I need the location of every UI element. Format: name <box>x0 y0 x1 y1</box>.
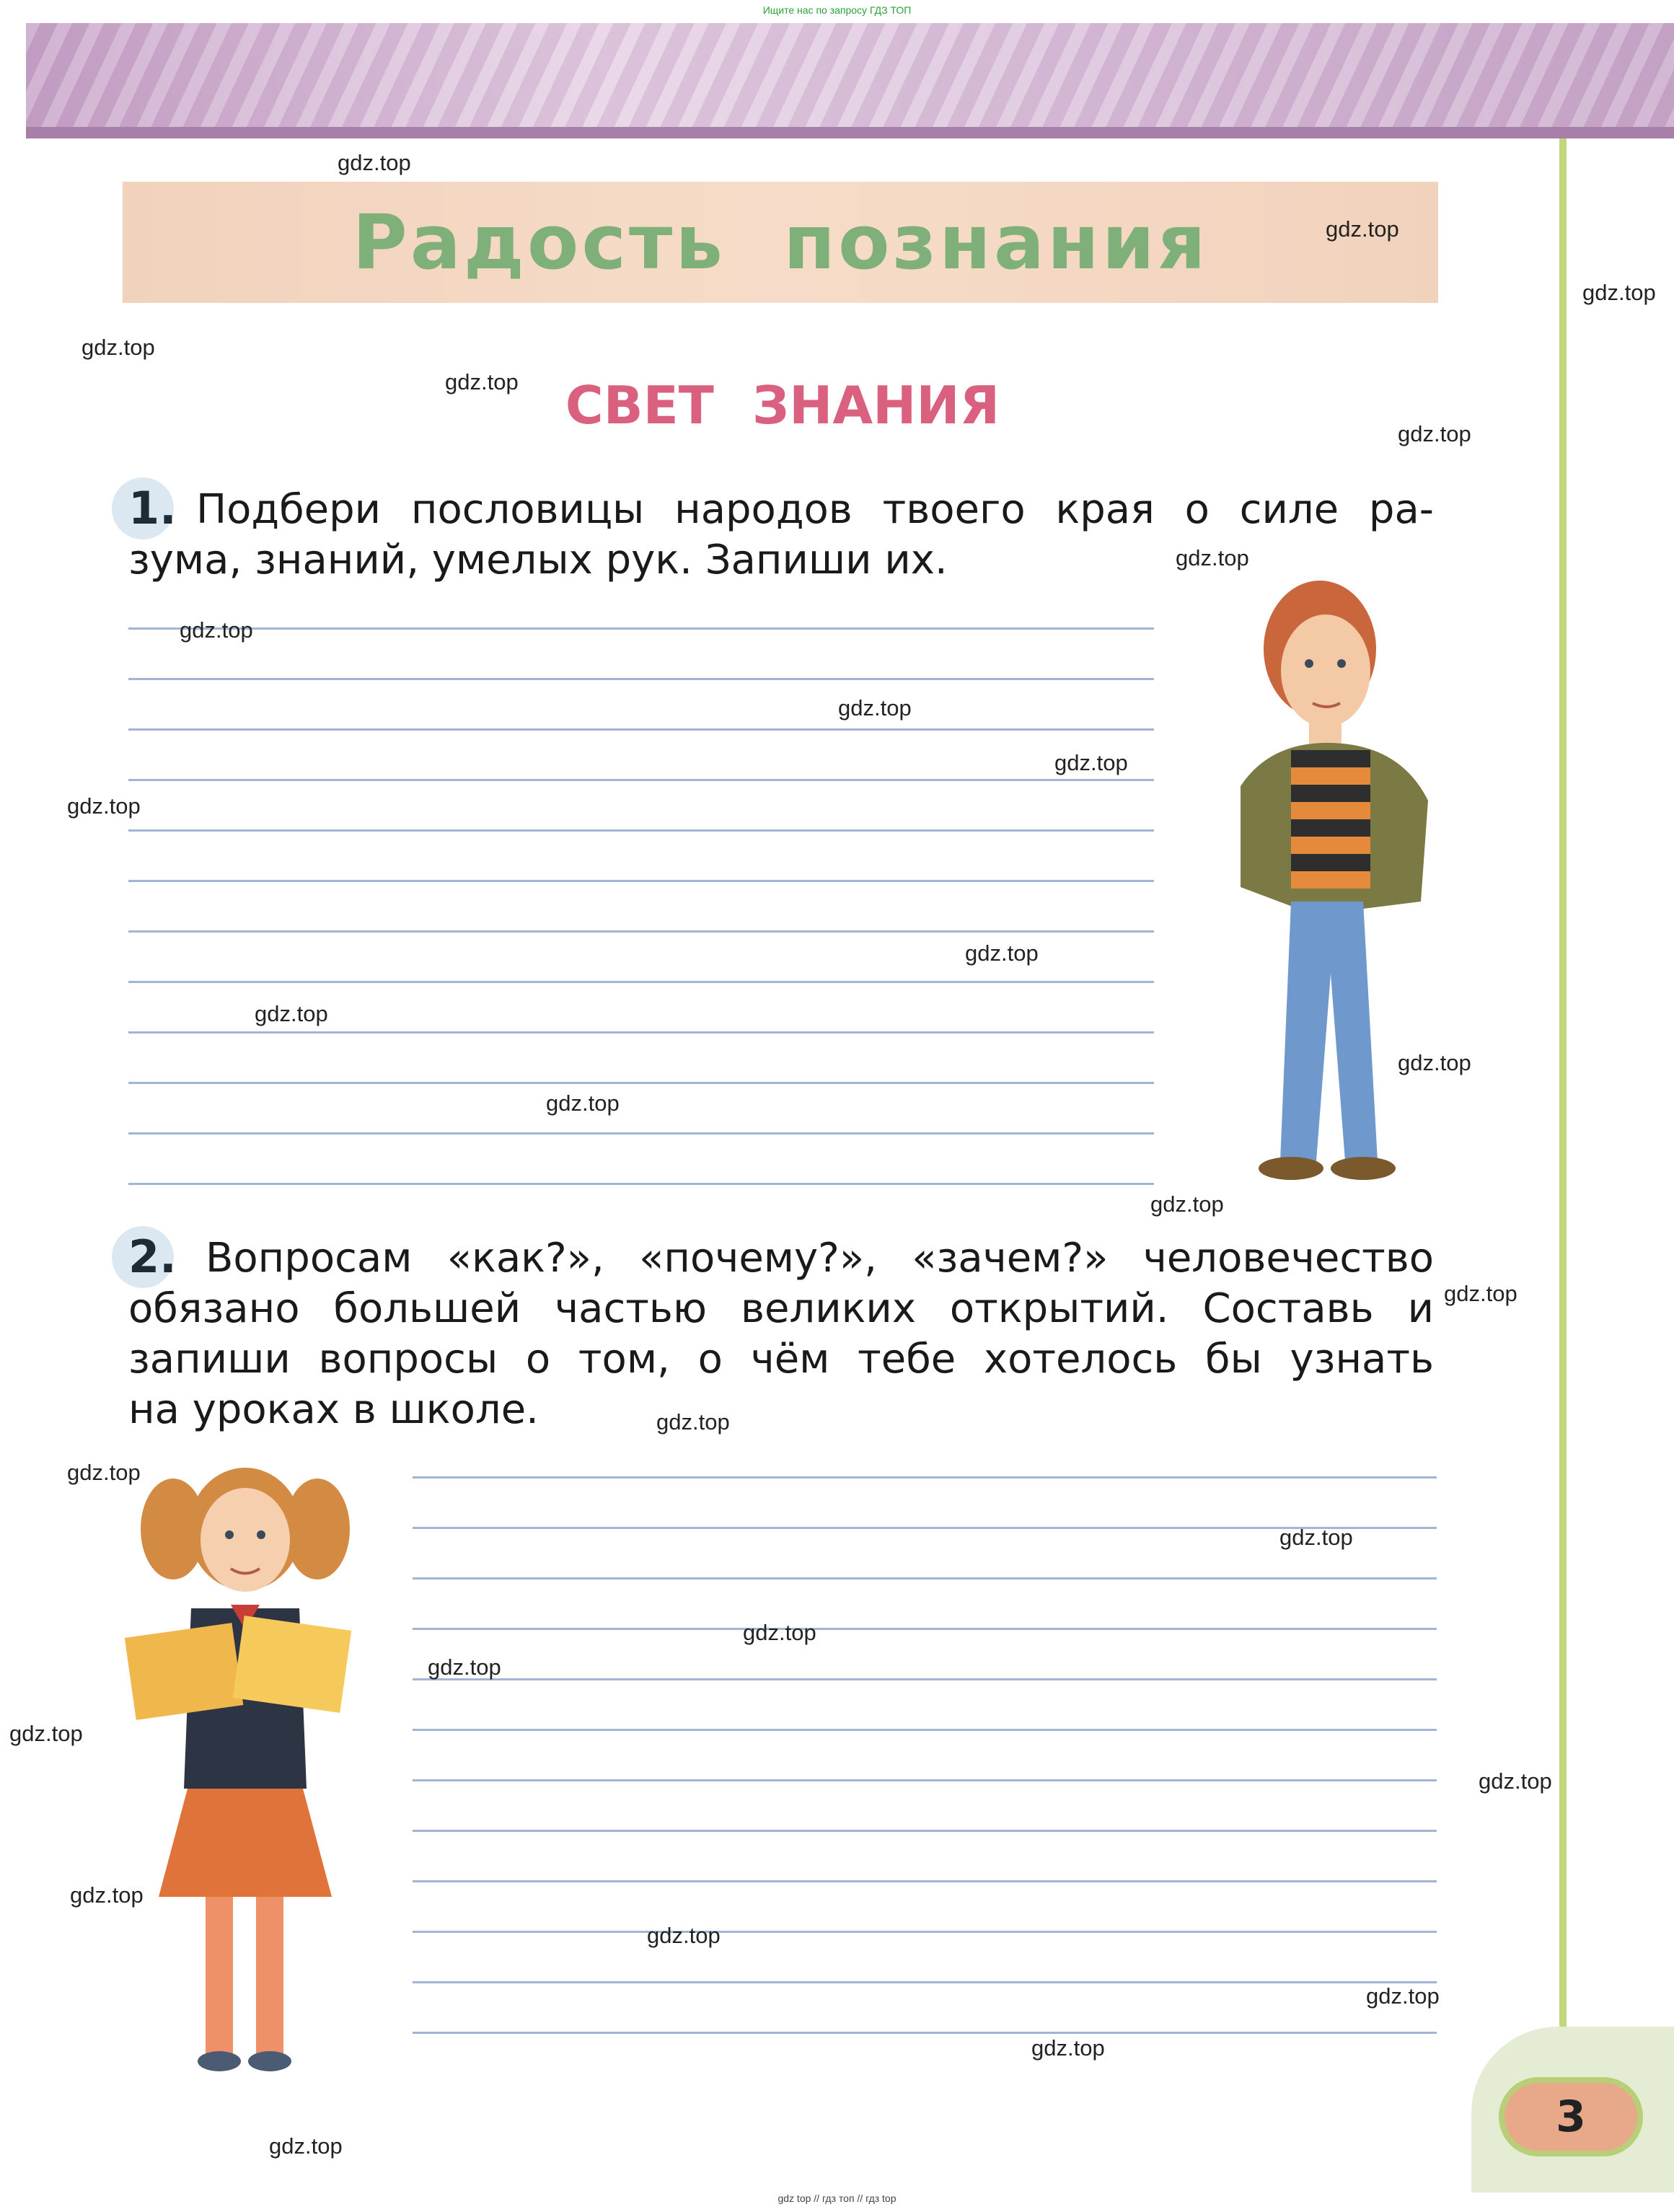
watermark: gdz.top <box>1582 280 1656 305</box>
watermark: gdz.top <box>656 1409 730 1435</box>
answer-line[interactable] <box>128 627 1154 630</box>
task2-line-3: запиши вопросы о том, о чём тебе хотелось бы узнать <box>128 1336 1434 1383</box>
watermark: gdz.top <box>445 369 519 395</box>
answer-line[interactable] <box>413 1628 1437 1630</box>
answer-line[interactable] <box>128 1082 1154 1084</box>
watermark: gdz.top <box>1366 1983 1440 2009</box>
answer-line[interactable] <box>413 1577 1437 1579</box>
watermark: gdz.top <box>1279 1525 1353 1550</box>
watermark: gdz.top <box>67 793 141 819</box>
watermark: gdz.top <box>965 940 1039 966</box>
watermark: gdz.top <box>9 1721 83 1746</box>
answer-line[interactable] <box>413 1729 1437 1731</box>
watermark: gdz.top <box>70 1882 144 1908</box>
task2-line-2: обязано большей частью великих открытий. Составь и <box>128 1285 1434 1332</box>
section-subtitle: СВЕТ ЗНАНИЯ <box>565 375 1000 436</box>
task2-number: 2. <box>128 1230 177 1283</box>
page-number: 3 <box>1499 2077 1643 2156</box>
answer-line[interactable] <box>128 880 1154 882</box>
answer-line[interactable] <box>413 1981 1437 1983</box>
answer-line[interactable] <box>413 1830 1437 1832</box>
task1-line-1: Подбери пословицы народов твоего края о силе ра- <box>196 486 1434 533</box>
watermark: gdz.top <box>1150 1191 1224 1217</box>
answer-line[interactable] <box>413 1880 1437 1882</box>
answer-line[interactable] <box>128 779 1154 781</box>
watermark: gdz.top <box>180 617 253 643</box>
task1-number: 1. <box>128 482 177 534</box>
watermark: gdz.top <box>338 150 411 175</box>
bottom-note: gdz top // гдз топ // гдз top <box>777 2193 897 2204</box>
answer-line[interactable] <box>413 2032 1437 2034</box>
answer-line[interactable] <box>128 1183 1154 1185</box>
watermark: gdz.top <box>67 1460 141 1485</box>
answer-line[interactable] <box>128 728 1154 731</box>
watermark: gdz.top <box>1398 1050 1471 1075</box>
answer-line[interactable] <box>413 1678 1437 1680</box>
task1-line-2: зума, знаний, умелых рук. Запиши их. <box>128 537 948 583</box>
watermark: gdz.top <box>1054 750 1128 775</box>
watermark: gdz.top <box>838 695 912 721</box>
top-note: Ищите нас по запросу ГДЗ ТОП <box>762 4 912 16</box>
answer-line[interactable] <box>128 1132 1154 1134</box>
task2-line-4: на уроках в школе. <box>128 1386 539 1433</box>
watermark: gdz.top <box>269 2133 343 2159</box>
watermark: gdz.top <box>743 1620 816 1645</box>
watermark: gdz.top <box>1444 1281 1517 1306</box>
answer-line[interactable] <box>128 1031 1154 1034</box>
watermark: gdz.top <box>1326 216 1399 242</box>
watermark: gdz.top <box>546 1090 620 1116</box>
watermark: gdz.top <box>255 1001 328 1026</box>
watermark: gdz.top <box>82 335 155 360</box>
answer-line[interactable] <box>413 1476 1437 1479</box>
answer-line[interactable] <box>128 678 1154 680</box>
watermark: gdz.top <box>647 1923 721 1948</box>
watermark: gdz.top <box>1398 421 1471 446</box>
banner-border <box>26 127 1674 138</box>
watermark: gdz.top <box>1479 1768 1552 1794</box>
answer-line[interactable] <box>413 1779 1437 1781</box>
page-title: Радость познания <box>352 198 1209 286</box>
girl-illustration <box>123 1450 368 2084</box>
boy-illustration <box>1183 570 1457 1190</box>
watermark: gdz.top <box>1176 545 1249 570</box>
answer-line[interactable] <box>128 930 1154 933</box>
answer-line[interactable] <box>413 1931 1437 1933</box>
answer-line[interactable] <box>128 981 1154 983</box>
title-box <box>123 182 1438 303</box>
watermark: gdz.top <box>428 1654 501 1680</box>
banner-texture <box>26 23 1674 138</box>
task2-line-1: Вопросам «как?», «почему?», «зачем?» человечество <box>206 1235 1434 1282</box>
watermark: gdz.top <box>1031 2035 1105 2061</box>
answer-line[interactable] <box>128 829 1154 832</box>
